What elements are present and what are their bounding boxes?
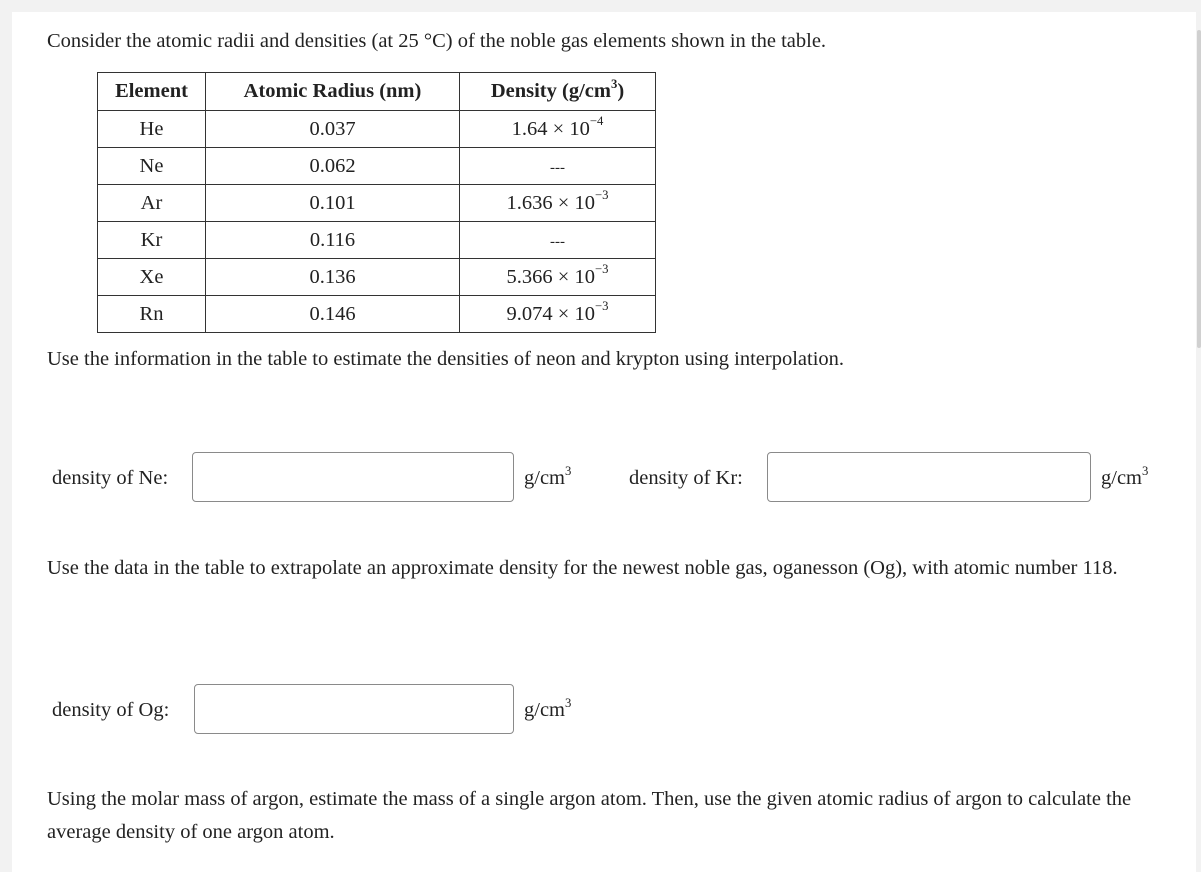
cell-radius: 0.136 [206,259,460,296]
header-element: Element [98,73,206,111]
table-row [98,259,656,296]
og-density-label: density of Og: [52,699,170,721]
og-density-unit [524,695,572,723]
noble-gas-table [97,72,656,333]
density-mantissa: 1.636 × 10 [506,191,595,214]
cell-density [460,296,656,333]
table-header-row [98,73,656,111]
density-mantissa: --- [550,159,565,176]
table-row [98,148,656,185]
unit-base: g/cm [524,699,565,721]
table-row [98,222,656,259]
kr-density-unit [1101,463,1149,491]
table-row [98,111,656,148]
cell-element: He [98,111,206,148]
header-radius: Atomic Radius (nm) [206,73,460,111]
extrapolation-prompt: Use the data in the table to extrapolate an approximate density for the newest noble gas, oganesson (Og), with atomic number 118. [47,557,1118,579]
table-row [98,296,656,333]
header-density-close: ) [617,80,625,102]
density-mantissa: 9.074 × 10 [506,302,595,325]
cell-density [460,111,656,148]
density-exp: −3 [594,299,609,314]
cell-density [460,185,656,222]
ne-density-unit [524,463,572,491]
cell-element: Ne [98,148,206,185]
density-exp: −3 [594,188,609,203]
density-exp: −3 [594,262,609,277]
kr-density-label: density of Kr: [629,467,743,489]
ne-density-label: density of Ne: [52,467,169,489]
density-mantissa: 1.64 × 10 [511,117,590,140]
kr-density-input[interactable] [767,452,1091,502]
cell-radius: 0.062 [206,148,460,185]
scrollbar-thumb[interactable] [1197,30,1201,348]
interpolation-prompt: Use the information in the table to estimate the densities of neon and krypton using interpolation. [47,348,845,370]
unit-base: g/cm [524,467,565,489]
density-mantissa: --- [550,233,565,250]
unit-base: g/cm [1101,467,1142,489]
intro-text: Consider the atomic radii and densities (at 25 °C) of the noble gas elements shown in the table. [47,30,827,52]
unit-exp: 3 [1142,463,1149,478]
og-density-input[interactable] [194,684,514,734]
header-density [460,73,656,111]
cell-radius: 0.116 [206,222,460,259]
cell-radius: 0.101 [206,185,460,222]
cell-radius: 0.146 [206,296,460,333]
unit-exp: 3 [565,695,572,710]
unit-exp: 3 [565,463,572,478]
cell-density [460,222,656,259]
cell-density [460,259,656,296]
cell-element: Kr [98,222,206,259]
density-mantissa: 5.366 × 10 [506,265,595,288]
cell-density [460,148,656,185]
table-row [98,185,656,222]
header-density-base: Density (g/cm [490,80,611,102]
density-exp: −4 [589,114,604,129]
cell-element: Rn [98,296,206,333]
cell-element: Xe [98,259,206,296]
ne-density-input[interactable] [192,452,514,502]
cell-radius: 0.037 [206,111,460,148]
argon-prompt: Using the molar mass of argon, estimate the mass of a single argon atom. Then, use the given atomic radius of argon to calculate the average density of one argon atom. [47,788,1132,843]
header-density-exp: 3 [610,76,618,91]
cell-element: Ar [98,185,206,222]
